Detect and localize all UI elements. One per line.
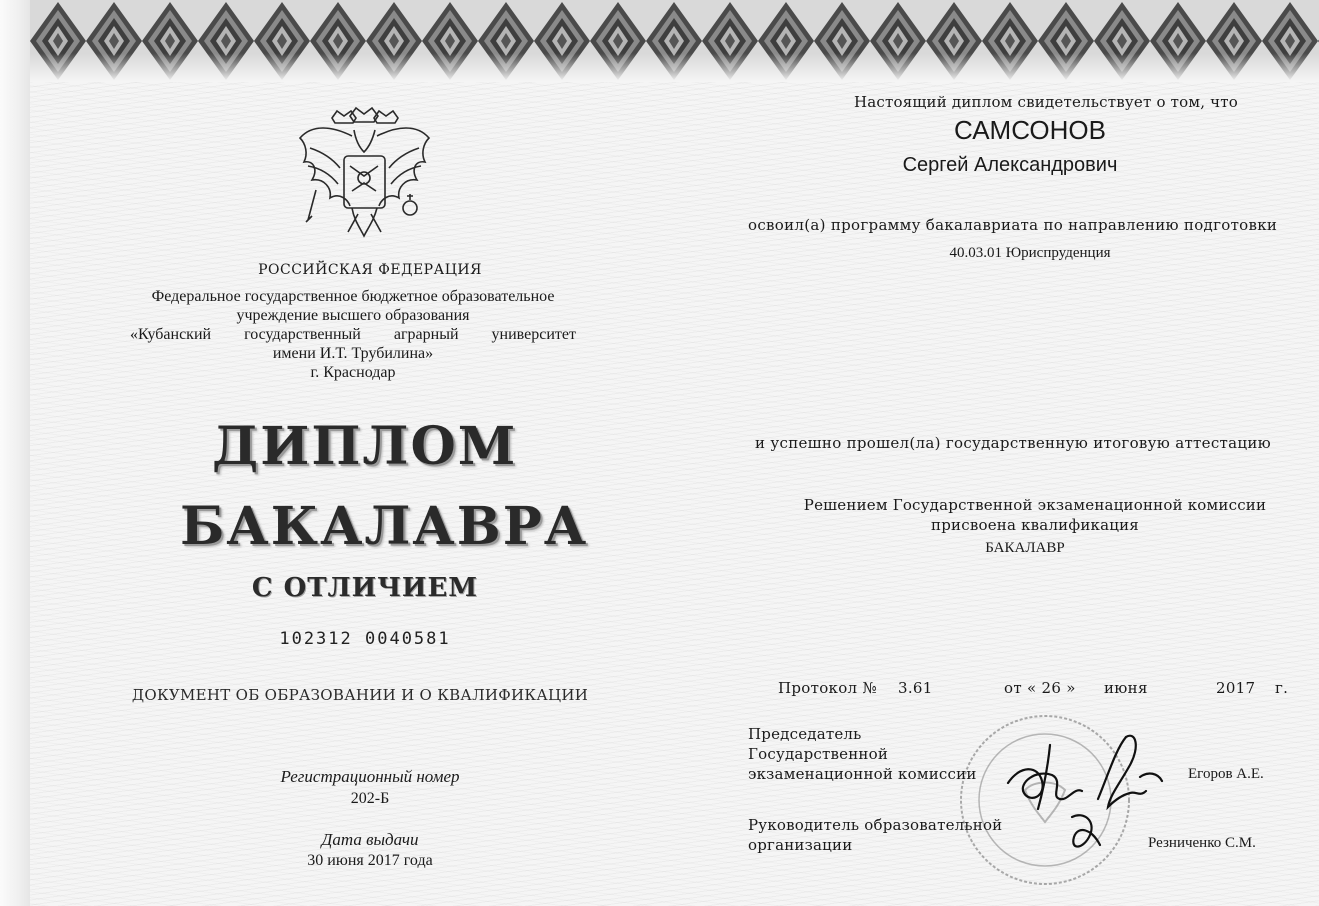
issue-date: 30 июня 2017 года <box>307 852 433 869</box>
institution-city: г. Краснодар <box>310 364 396 381</box>
protocol-year: 2017 <box>1216 679 1256 697</box>
diploma-title-line2: БАКАЛАВРА <box>180 496 589 557</box>
institution-word: университет <box>491 326 576 343</box>
issue-date-label: Дата выдачи <box>321 830 419 849</box>
program-statement: освоил(а) программу бакалавриата по направлению подготовки <box>748 216 1278 234</box>
protocol-number: 3.61 <box>898 679 933 697</box>
head-title-line: организации <box>748 836 853 854</box>
institution-line: учреждение высшего образования <box>236 307 470 324</box>
qualification: БАКАЛАВР <box>985 540 1065 556</box>
institution-line: имени И.Т. Трубилина» <box>272 345 434 362</box>
chair-title-line: Председатель <box>748 725 862 743</box>
document-type: ДОКУМЕНТ ОБ ОБРАЗОВАНИИ И О КВАЛИФИКАЦИИ <box>131 686 589 704</box>
institution-word: государственный <box>244 326 361 343</box>
guilloche-border <box>30 0 1319 82</box>
graduate-given-names: Сергей Александрович <box>902 154 1118 176</box>
program-name: 40.03.01 Юриспруденция <box>949 245 1111 261</box>
diploma-title-line1: ДИПЛОМ <box>212 416 518 477</box>
registration-number-label: Регистрационный номер <box>280 767 460 786</box>
institution-name <box>118 287 588 382</box>
page-edge-shadow <box>0 0 30 906</box>
protocol-year-suffix: г. <box>1275 679 1289 697</box>
institution-line: Федеральное государственное бюджетное образовательное <box>151 288 555 305</box>
organization-head-name: Резниченко С.М. <box>1148 835 1256 851</box>
coat-of-arms-emblem <box>292 96 437 246</box>
country-name: РОССИЙСКАЯ ФЕДЕРАЦИЯ <box>258 262 482 278</box>
graduate-surname: САМСОНОВ <box>954 115 1106 145</box>
handwritten-signatures <box>990 725 1190 875</box>
head-title-line: Руководитель образовательной <box>748 816 1003 834</box>
honors-label: С ОТЛИЧИЕМ <box>251 573 479 603</box>
registration-number: 202-Б <box>350 790 390 807</box>
institution-word: аграрный <box>393 326 459 343</box>
commission-chair-title <box>748 724 1028 784</box>
decision-line: присвоена квалификация <box>931 516 1139 534</box>
chair-title-line: Государственной <box>748 745 889 763</box>
decision-line: Решением Государственной экзаменационной комиссии <box>803 496 1267 514</box>
protocol-day: от « 26 » <box>1004 679 1076 697</box>
institution-line-justified <box>130 325 576 344</box>
protocol-label: Протокол № <box>778 679 877 697</box>
serial-number: 102312 0040581 <box>279 629 451 649</box>
attestation-statement: и успешно прошел(ла) государственную итоговую аттестацию <box>755 434 1271 452</box>
chair-title-line: экзаменационной комиссии <box>748 765 977 783</box>
institution-word: «Кубанский <box>130 326 212 343</box>
protocol-month: июня <box>1104 679 1148 697</box>
certifies-statement: Настоящий диплом свидетельствует о том, что <box>853 93 1239 111</box>
commission-decision <box>780 495 1290 535</box>
commission-chair-name: Егоров А.Е. <box>1188 766 1264 782</box>
